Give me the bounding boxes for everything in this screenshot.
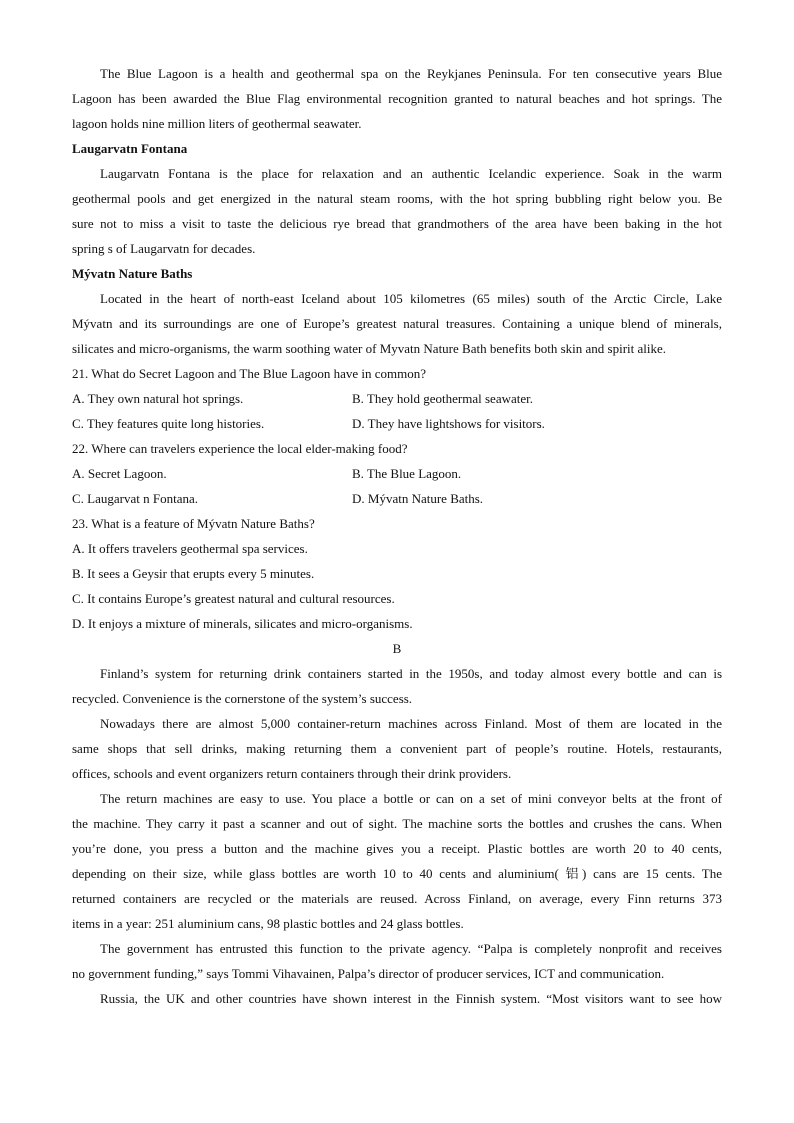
option-a: A. Secret Lagoon. bbox=[72, 466, 167, 481]
option-b: B. They hold geothermal seawater. bbox=[352, 391, 533, 406]
myvatn-paragraph bbox=[72, 286, 722, 361]
laugarvatn-paragraph bbox=[72, 161, 722, 261]
option-b: B. The Blue Lagoon. bbox=[352, 466, 462, 481]
text-line: you’re done, you press a button and the machine gives you a receipt. Plastic bottles are worth 20 to 40 cents, bbox=[72, 841, 722, 856]
option-d: D. Mývatn Nature Baths. bbox=[352, 491, 484, 506]
text-line: geothermal pools and get energized in the natural steam rooms, with the hot spring bubbling right below you. Be bbox=[72, 191, 722, 206]
option-b: B. It sees a Geysir that erupts every 5 minutes. bbox=[72, 566, 315, 581]
heading-laugarvatn: Laugarvatn Fontana bbox=[72, 141, 188, 156]
text-line: Finland’s system for returning drink containers started in the 1950s, and today almost every bottle and can is bbox=[100, 666, 722, 681]
option-row bbox=[72, 411, 722, 436]
text-line: Mývatn and its surroundings are one of Europe’s greatest natural treasures. Containing a unique blend of minerals, bbox=[72, 316, 722, 331]
question-stem: 22. Where can travelers experience the local elder-making food? bbox=[72, 441, 408, 456]
passage-b-paragraph-4 bbox=[72, 936, 722, 986]
text-line: no government funding,” says Tommi Vihavainen, Palpa’s director of producer services, ICT and communication. bbox=[72, 966, 665, 981]
text-line: The return machines are easy to use. You place a bottle or can on a set of mini conveyor belts at the front of bbox=[100, 791, 722, 806]
option-c: C. It contains Europe’s greatest natural and cultural resources. bbox=[72, 591, 395, 606]
passage-b-paragraph-2 bbox=[72, 711, 722, 786]
text-line: Located in the heart of north-east Iceland about 105 kilometres (65 miles) south of the Arctic Circle, Lake bbox=[100, 291, 722, 306]
text-line: the machine. They carry it past a scanner and out of sight. The machine sorts the bottles and crushes the cans. When bbox=[72, 816, 722, 831]
text-line: The government has entrusted this function to the private agency. “Palpa is completely nonprofit and receives bbox=[100, 941, 722, 956]
question-22 bbox=[72, 436, 722, 511]
option-a: A. It offers travelers geothermal spa services. bbox=[72, 541, 308, 556]
passage-b-paragraph-3 bbox=[72, 786, 722, 936]
option-c: C. They features quite long histories. bbox=[72, 416, 265, 431]
blue-lagoon-paragraph bbox=[72, 61, 722, 136]
heading-myvatn: Mývatn Nature Baths bbox=[72, 266, 193, 281]
section-b-label: B bbox=[392, 641, 402, 656]
text-line: returned containers are recycled or the materials are reused. Across Finland, on average, every Finn returns 373 bbox=[72, 891, 722, 906]
option-c: C. Laugarvat n Fontana. bbox=[72, 491, 198, 506]
text-line: offices, schools and event organizers return containers through their drink providers. bbox=[72, 766, 512, 781]
option-d: D. It enjoys a mixture of minerals, silicates and micro-organisms. bbox=[72, 616, 413, 631]
text-line: depending on their size, while glass bottles are worth 10 to 40 cents and aluminium( 铝) cans are 15 cents. The bbox=[72, 866, 722, 881]
document-page bbox=[72, 61, 722, 1011]
question-stem: 23. What is a feature of Mývatn Nature Baths? bbox=[72, 516, 315, 531]
passage-b-paragraph-1 bbox=[72, 661, 722, 711]
text-line: silicates and micro-organisms, the warm soothing water of Myvatn Nature Bath benefits both skin and spirit alike. bbox=[72, 341, 667, 356]
question-23 bbox=[72, 511, 722, 636]
text-line: The Blue Lagoon is a health and geothermal spa on the Reykjanes Peninsula. For ten consecutive years Blue bbox=[100, 66, 722, 81]
text-line: items in a year: 251 aluminium cans, 98 plastic bottles and 24 glass bottles. bbox=[72, 916, 464, 931]
text-line: Russia, the UK and other countries have shown interest in the Finnish system. “Most visitors want to see how bbox=[100, 991, 722, 1006]
passage-b-paragraph-5 bbox=[72, 986, 722, 1011]
text-line: Nowadays there are almost 5,000 container-return machines across Finland. Most of them are located in the bbox=[100, 716, 722, 731]
text-line: Lagoon has been awarded the Blue Flag environmental recognition granted to natural beaches and hot springs. The bbox=[72, 91, 722, 106]
text-line: same shops that sell drinks, making returning them a convenient part of people’s routine. Hotels, restaurants, bbox=[72, 741, 722, 756]
text-line: recycled. Convenience is the cornerstone of the system’s success. bbox=[72, 691, 413, 706]
text-line: Laugarvatn Fontana is the place for relaxation and an authentic Icelandic experience. Soak in the warm bbox=[100, 166, 722, 181]
option-d: D. They have lightshows for visitors. bbox=[352, 416, 545, 431]
option-row bbox=[72, 461, 722, 486]
question-21 bbox=[72, 361, 722, 436]
text-line: sure not to miss a visit to taste the delicious rye bread that grandmothers of the area have been baking in the hot bbox=[72, 216, 722, 231]
option-row bbox=[72, 386, 722, 411]
option-row bbox=[72, 486, 722, 511]
option-a: A. They own natural hot springs. bbox=[72, 391, 244, 406]
question-stem: 21. What do Secret Lagoon and The Blue Lagoon have in common? bbox=[72, 366, 427, 381]
text-line: lagoon holds nine million liters of geothermal seawater. bbox=[72, 116, 362, 131]
text-line: spring s of Laugarvatn for decades. bbox=[72, 241, 256, 256]
